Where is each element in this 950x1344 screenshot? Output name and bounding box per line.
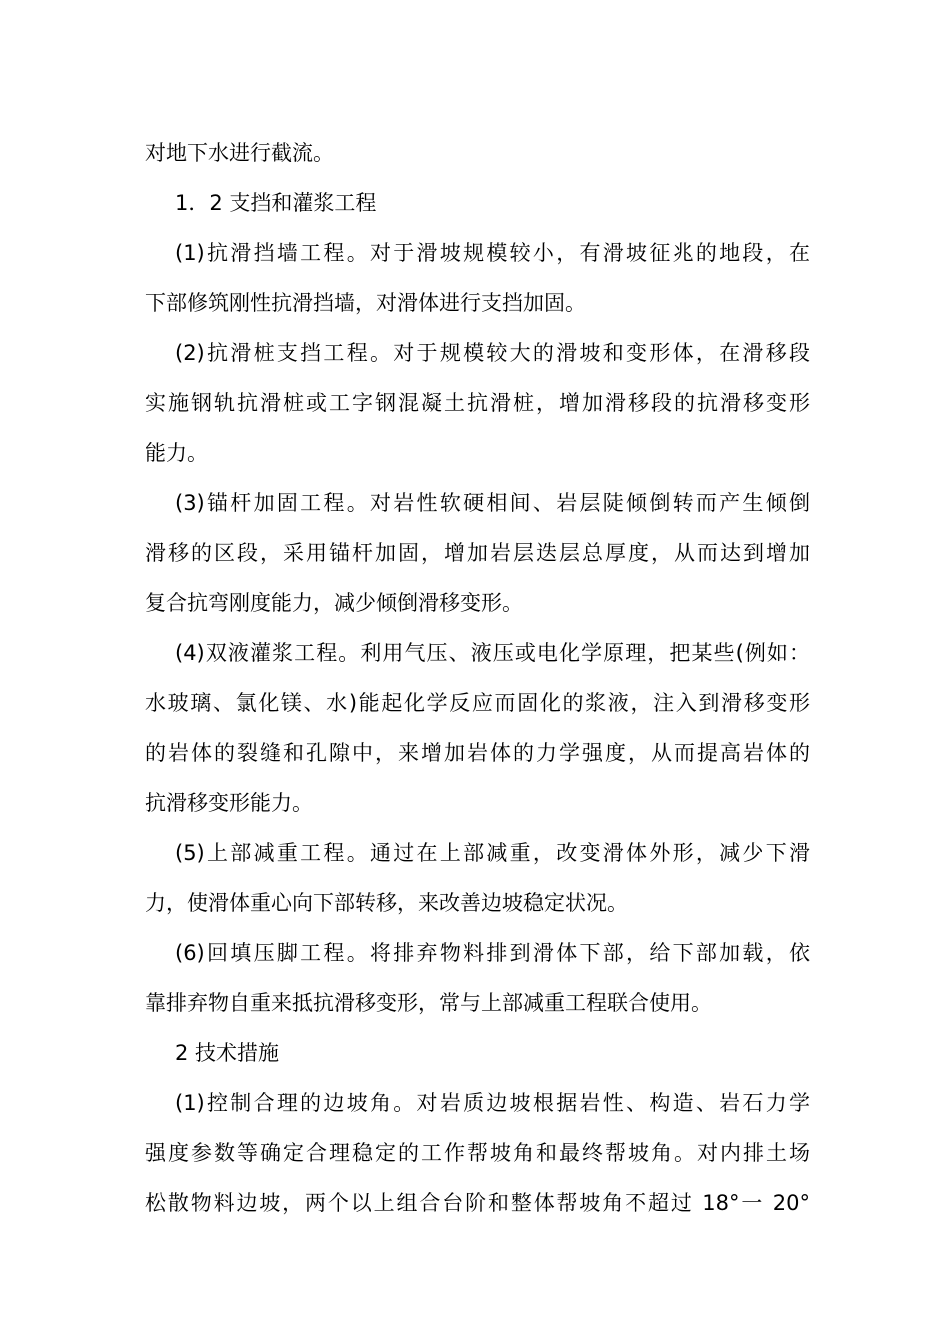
text-line: 1．2 支挡和灌浆工程 (175, 191, 377, 215)
text-line: 松散物料边坡，两个以上组合台阶和整体帮坡角不超过 18°一 20° (145, 1191, 810, 1215)
text-line: 水玻璃、氯化镁、水)能起化学反应而固化的浆液，注入到滑移变形 (145, 691, 810, 715)
text-line: 靠排弃物自重来抵抗滑移变形，常与上部减重工程联合使用。 (145, 991, 712, 1015)
text-line: 能力。 (145, 441, 208, 465)
text-line: 力，使滑体重心向下部转移，来改善边坡稳定状况。 (145, 891, 628, 915)
text-line: 对地下水进行截流。 (145, 141, 334, 165)
text-line: 实施钢轨抗滑桩或工字钢混凝土抗滑桩，增加滑移段的抗滑移变形 (145, 391, 810, 415)
text-line: (4)双液灌浆工程。利用气压、液压或电化学原理，把某些(例如： (175, 641, 810, 665)
text-line: 复合抗弯刚度能力，减少倾倒滑移变形。 (145, 591, 523, 615)
text-line: 抗滑移变形能力。 (145, 791, 313, 815)
text-line: (1)控制合理的边坡角。对岩质边坡根据岩性、构造、岩石力学 (175, 1091, 810, 1115)
text-line: (5)上部减重工程。通过在上部减重，改变滑体外形，减少下滑 (175, 841, 810, 865)
text-line: 的岩体的裂缝和孔隙中，来增加岩体的力学强度，从而提高岩体的 (145, 741, 810, 765)
text-line: (2)抗滑桩支挡工程。对于规模较大的滑坡和变形体，在滑移段 (175, 341, 810, 365)
text-line: (3)锚杆加固工程。对岩性软硬相间、岩层陡倾倒转而产生倾倒 (175, 491, 810, 515)
text-line: 下部修筑刚性抗滑挡墙，对滑体进行支挡加固。 (145, 291, 586, 315)
document-body (145, 128, 810, 1228)
text-line: 强度参数等确定合理稳定的工作帮坡角和最终帮坡角。对内排土场 (145, 1141, 810, 1165)
text-line: 2 技术措施 (175, 1041, 280, 1065)
text-line: (1)抗滑挡墙工程。对于滑坡规模较小，有滑坡征兆的地段，在 (175, 241, 810, 265)
text-line: 滑移的区段，采用锚杆加固，增加岩层迭层总厚度，从而达到增加 (145, 541, 810, 565)
text-line: (6)回填压脚工程。将排弃物料排到滑体下部，给下部加载，依 (175, 941, 810, 965)
